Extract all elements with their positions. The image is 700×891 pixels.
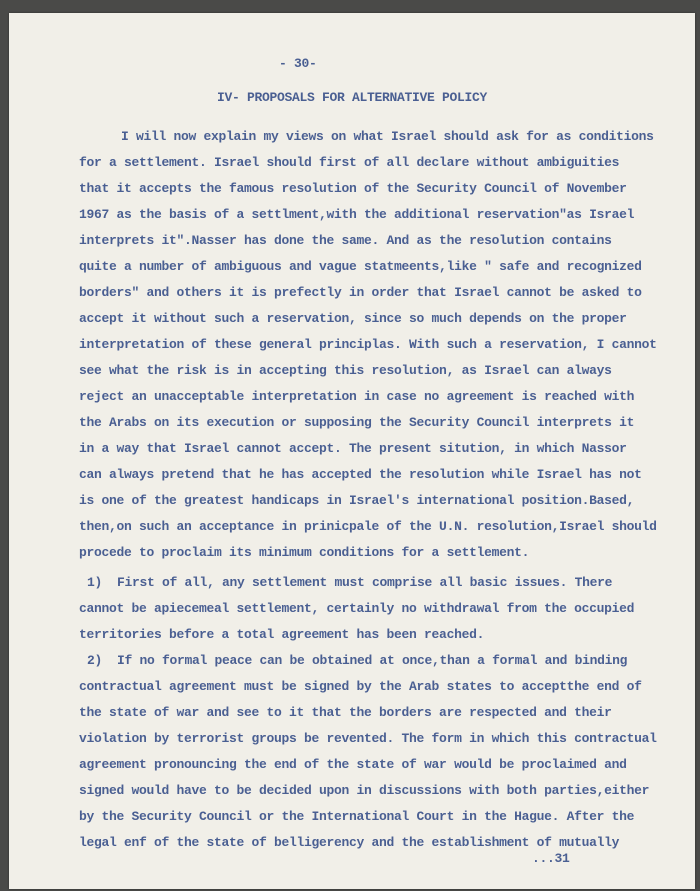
- body-line: accept it without such a reservation, since so much depends on the proper: [79, 311, 627, 326]
- body-line: reject an unacceptable interpretation in case no agreement is reached with: [79, 389, 635, 404]
- body-line: cannot be apiecemeal settlement, certainly no withdrawal from the occupied: [79, 601, 635, 616]
- body-line: the state of war and see to it that the borders are respected and their: [79, 705, 612, 720]
- section-heading: IV- PROPOSALS FOR ALTERNATIVE POLICY: [217, 90, 488, 105]
- body-line: legal enf of the state of belligerency and the establishment of mutually: [79, 835, 620, 850]
- body-line: see what the risk is in accepting this resolution, as Israel can always: [79, 363, 612, 378]
- continuation-marker: ...31: [532, 851, 570, 866]
- body-line: territories before a total agreement has been reached.: [79, 627, 485, 642]
- body-line: in a way that Israel cannot accept. The present sitution, in which Nassor: [79, 441, 627, 456]
- body-line: is one of the greatest handicaps in Israel's international position.Based,: [79, 493, 635, 508]
- body-line: violation by terrorist groups be revented. The form in which this contractual: [79, 731, 657, 746]
- body-line: by the Security Council or the International Court in the Hague. After the: [79, 809, 635, 824]
- body-line: interprets it".Nasser has done the same. And as the resolution contains: [79, 233, 612, 248]
- body-line: that it accepts the famous resolution of the Security Council of November: [79, 181, 627, 196]
- body-line: procede to proclaim its minimum conditions for a settlement.: [79, 545, 530, 560]
- body-line: agreement pronouncing the end of the state of war would be proclaimed and: [79, 757, 627, 772]
- body-line: signed would have to be decided upon in discussions with both parties,either: [79, 783, 650, 798]
- body-line: can always pretend that he has accepted the resolution while Israel has not: [79, 467, 642, 482]
- body-line: borders" and others it is prefectly in order that Israel cannot be asked to: [79, 285, 642, 300]
- body-line: for a settlement. Israel should first of all declare without ambiguities: [79, 155, 620, 170]
- page-number: - 30-: [279, 56, 317, 71]
- body-line: the Arabs on its execution or supposing the Security Council interprets it: [79, 415, 635, 430]
- body-line: quite a number of ambiguous and vague statmeents,like " safe and recognized: [79, 259, 642, 274]
- body-line: 1) First of all, any settlement must comprise all basic issues. There: [87, 575, 613, 590]
- body-line: 1967 as the basis of a settlment,with the additional reservation"as Israel: [79, 207, 635, 222]
- body-line: interpretation of these general principlas. With such a reservation, I cannot: [79, 337, 657, 352]
- body-line: 2) If no formal peace can be obtained at once,than a formal and binding: [87, 653, 628, 668]
- body-line: contractual agreement must be signed by the Arab states to acceptthe end of: [79, 679, 642, 694]
- body-line: then,on such an acceptance in prinicpale of the U.N. resolution,Israel should: [79, 519, 657, 534]
- body-line: I will now explain my views on what Israel should ask for as conditions: [121, 129, 654, 144]
